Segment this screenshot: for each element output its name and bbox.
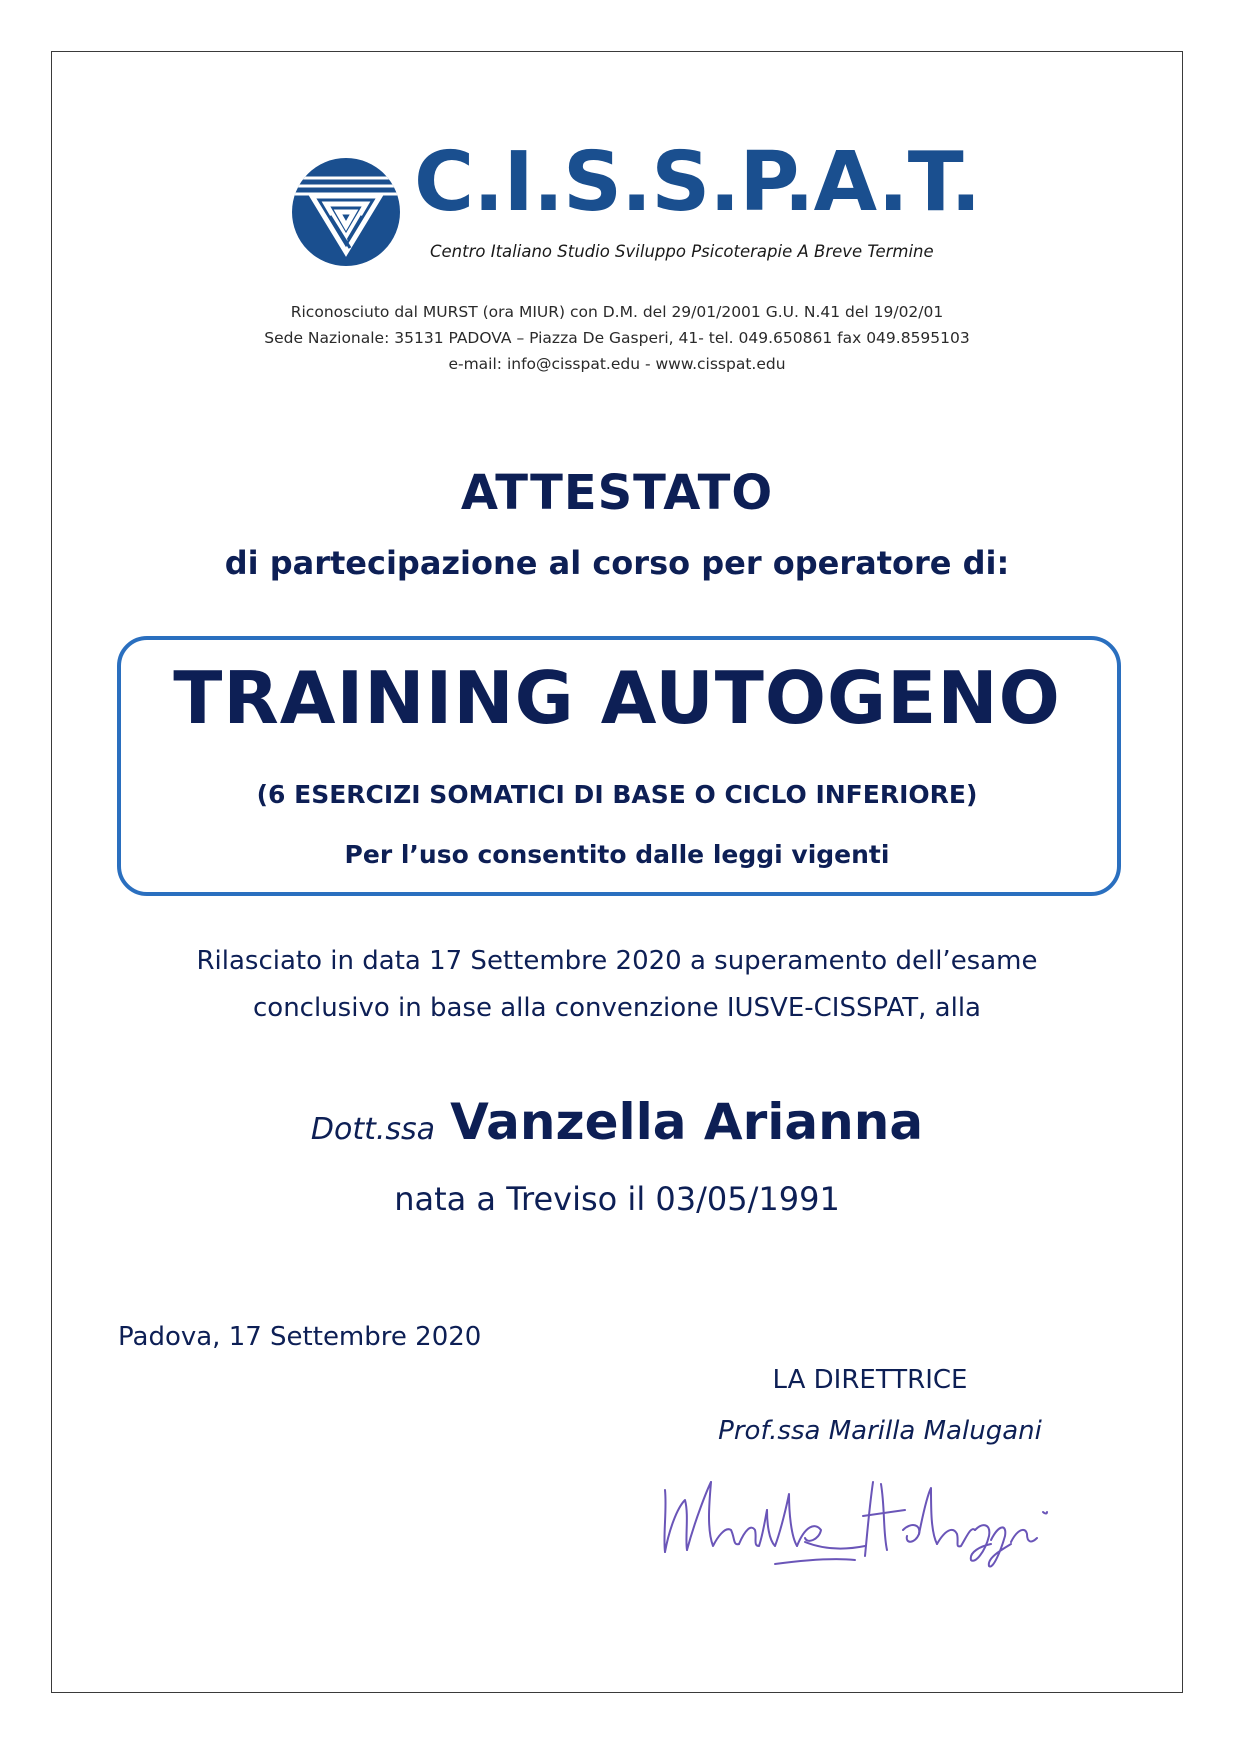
issued-statement [51, 938, 1183, 1032]
recipient [51, 1093, 1183, 1151]
recognition-line: Riconosciuto dal MURST (ora MIUR) con D.M. del 29/01/2001 G.U. N.41 del 19/02/01 [290, 303, 944, 321]
logo-wordmark: C.I.S.S.P.A.T. [414, 135, 981, 230]
course-name: TRAINING AUTOGENO [173, 656, 1061, 740]
director-name: Prof.ssa Marilla Malugani [718, 1416, 1042, 1446]
issued-line-2: conclusivo in base alla convenzione IUSVE-CISSPAT, alla [253, 993, 981, 1023]
course-note: Per l’uso consentito dalle leggi vigenti [344, 840, 890, 869]
certificate-title: ATTESTATO [460, 465, 774, 521]
recipient-title: Dott.ssa [310, 1112, 436, 1147]
place-date: Padova, 17 Settembre 2020 [118, 1322, 482, 1352]
cisspat-logo-icon [290, 156, 402, 268]
signature-image [655, 1460, 1095, 1580]
course-detail: (6 ESERCIZI SOMATICI DI BASE O CICLO INFERIORE) [256, 780, 978, 809]
contact-line: e-mail: info@cisspat.edu - www.cisspat.edu [448, 355, 786, 373]
recipient-name: Vanzella Arianna [450, 1093, 924, 1151]
certificate-subtitle: di partecipazione al corso per operatore di: [224, 544, 1010, 582]
director-role: LA DIRETTRICE [772, 1365, 968, 1395]
address-line: Sede Nazionale: 35131 PADOVA – Piazza De Gasperi, 41- tel. 049.650861 fax 049.8595103 [264, 329, 970, 347]
logo-tagline: Centro Italiano Studio Sviluppo Psicoterapie A Breve Termine [430, 242, 934, 261]
issued-line-1: Rilasciato in data 17 Settembre 2020 a superamento dell’esame [196, 946, 1038, 976]
recipient-birth: nata a Treviso il 03/05/1991 [394, 1180, 840, 1218]
